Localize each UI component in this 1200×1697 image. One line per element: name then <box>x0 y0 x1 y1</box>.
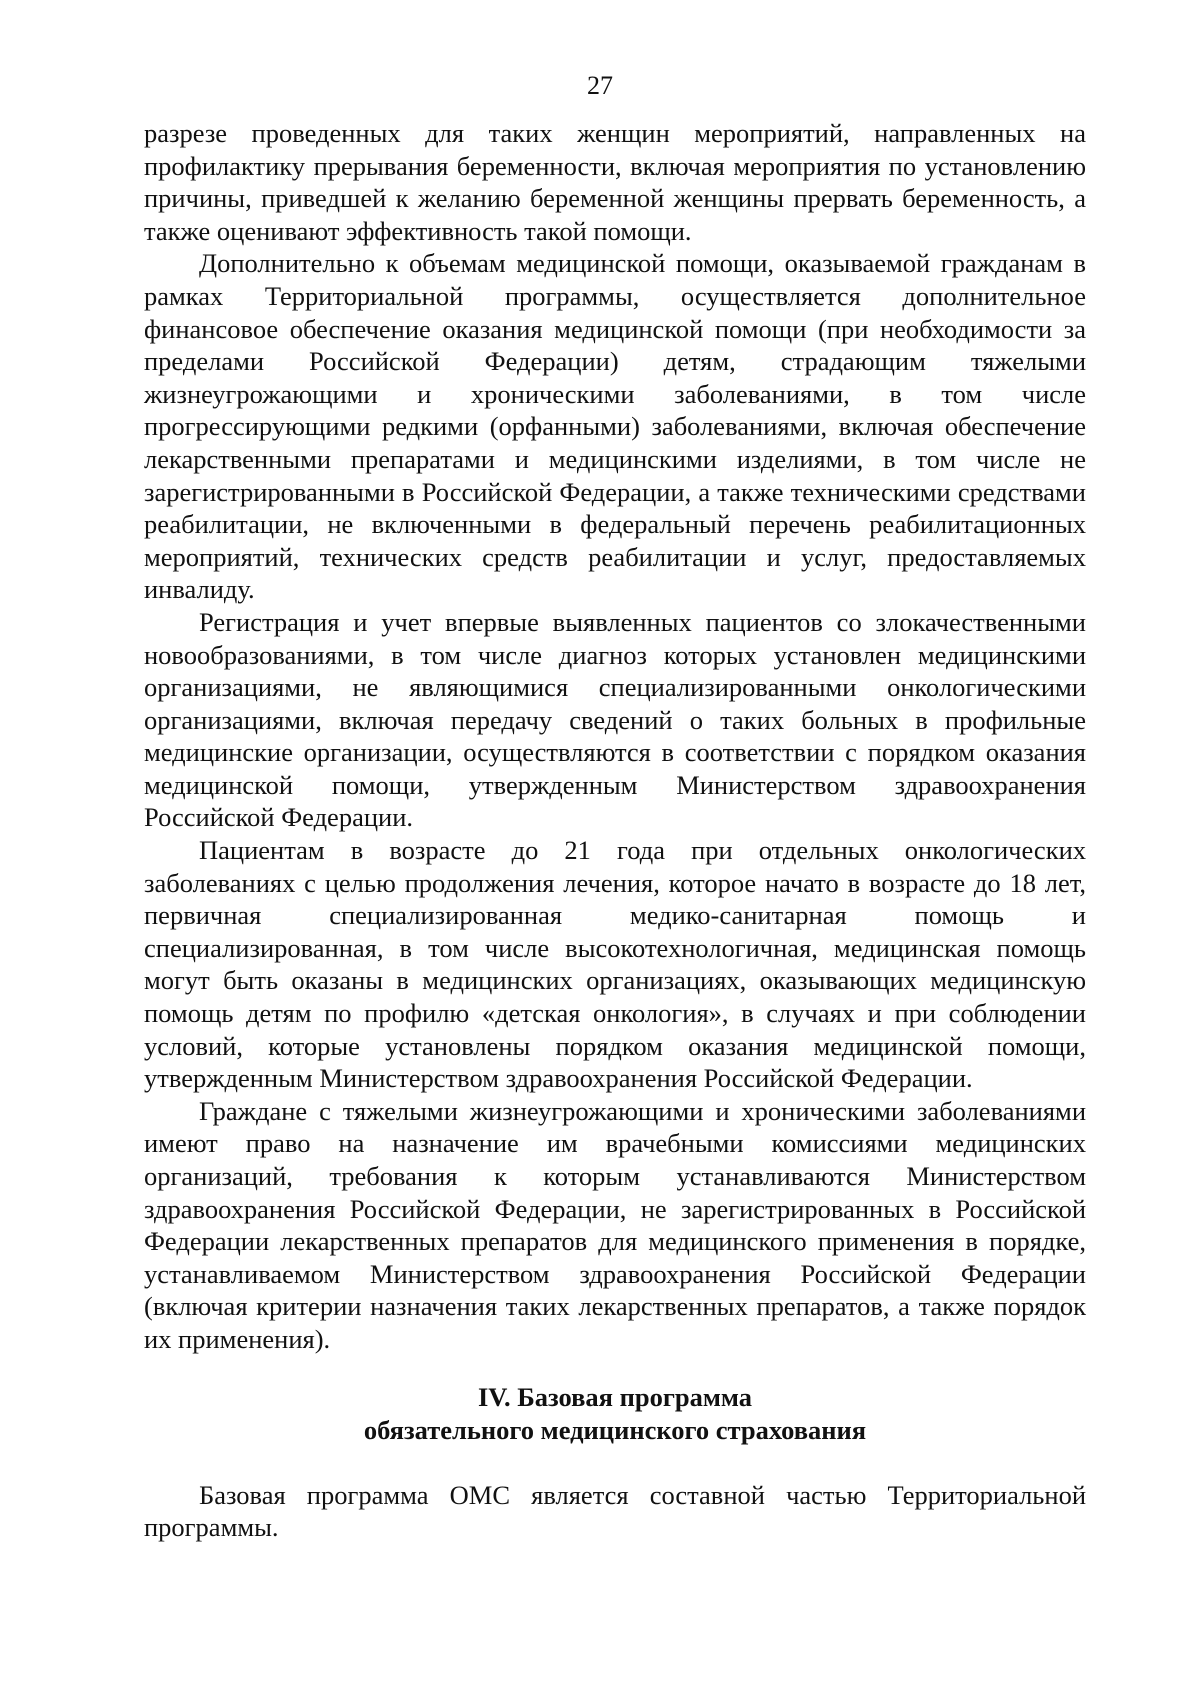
section-heading-line-2: обязательного медицинского страхования <box>363 1414 867 1445</box>
paragraph-base-program: Базовая программа ОМС является составной частью Территориальной программы. <box>144 1479 1086 1543</box>
section-heading-line-1: IV. Базовая программа <box>477 1381 753 1412</box>
paragraph-continuation: разрезе проведенных для таких женщин мероприятий, направленных на профилактику прерывания беременности, включая мероприятия по установлению причины, приведшей к желанию беременной женщины прервать беременность, а также оценивают эффективность такой помощи. <box>144 118 1086 246</box>
document-body <box>144 117 1086 1544</box>
paragraph-unregistered-drugs: Граждане с тяжелыми жизнеугрожающими и хроническими заболеваниями имеют право на назначение им врачебными комиссиями медицинских организаций, требования к которым устанавливаются Министерством здравоохранения Российской Федерации, не зарегистрированных в Российской Федерации лекарственных препаратов для медицинского применения в порядке, устанавливаемом Министерством здравоохранения Российской Федерации (включая критерии назначения таких лекарственных препаратов, а также порядок их применения). <box>144 1095 1086 1354</box>
paragraph-additional-financing: Дополнительно к объемам медицинской помощи, оказываемой гражданам в рамках Территориальной программы, осуществляется дополнительное финансовое обеспечение оказания медицинской помощи (при необходимости за пределами Российской Федерации) детям, страдающим тяжелыми жизнеугрожающими и хроническими заболеваниями, в том числе прогрессирующими редкими (орфанными) заболеваниями, включая обеспечение лекарственными препаратами и медицинскими изделиями, в том числе не зарегистрированными в Российской Федерации, а также техническими средствами реабилитации, не включенными в федеральный перечень реабилитационных мероприятий, технических средств реабилитации и услуг, предоставляемых инвалиду. <box>144 248 1086 605</box>
paragraph-patients-under-21: Пациентам в возрасте до 21 года при отдельных онкологических заболеваниях с целью продолжения лечения, которое начато в возрасте до 18 лет, первичная специализированная медико-санитарная помощь и специализированная, в том числе высокотехнологичная, медицинская помощь могут быть оказаны в медицинских организациях, оказывающих медицинскую помощь детям по профилю «детская онкология», в случаях и при соблюдении условий, которые установлены порядком оказания медицинской помощи, утвержденным Министерством здравоохранения Российской Федерации. <box>144 835 1086 1094</box>
paragraph-oncology-registration: Регистрация и учет впервые выявленных пациентов со злокачественными новообразованиями, в том числе диагноз которых установлен медицинскими организациями, не являющимися специализированными онкологическими организациями, включая передачу сведений о таких больных в профильные медицинские организации, осуществляются в соответствии с порядком оказания медицинской помощи, утвержденным Министерством здравоохранения Российской Федерации. <box>144 606 1086 833</box>
section-heading <box>144 1381 1086 1447</box>
page-number: 27 <box>587 71 613 100</box>
